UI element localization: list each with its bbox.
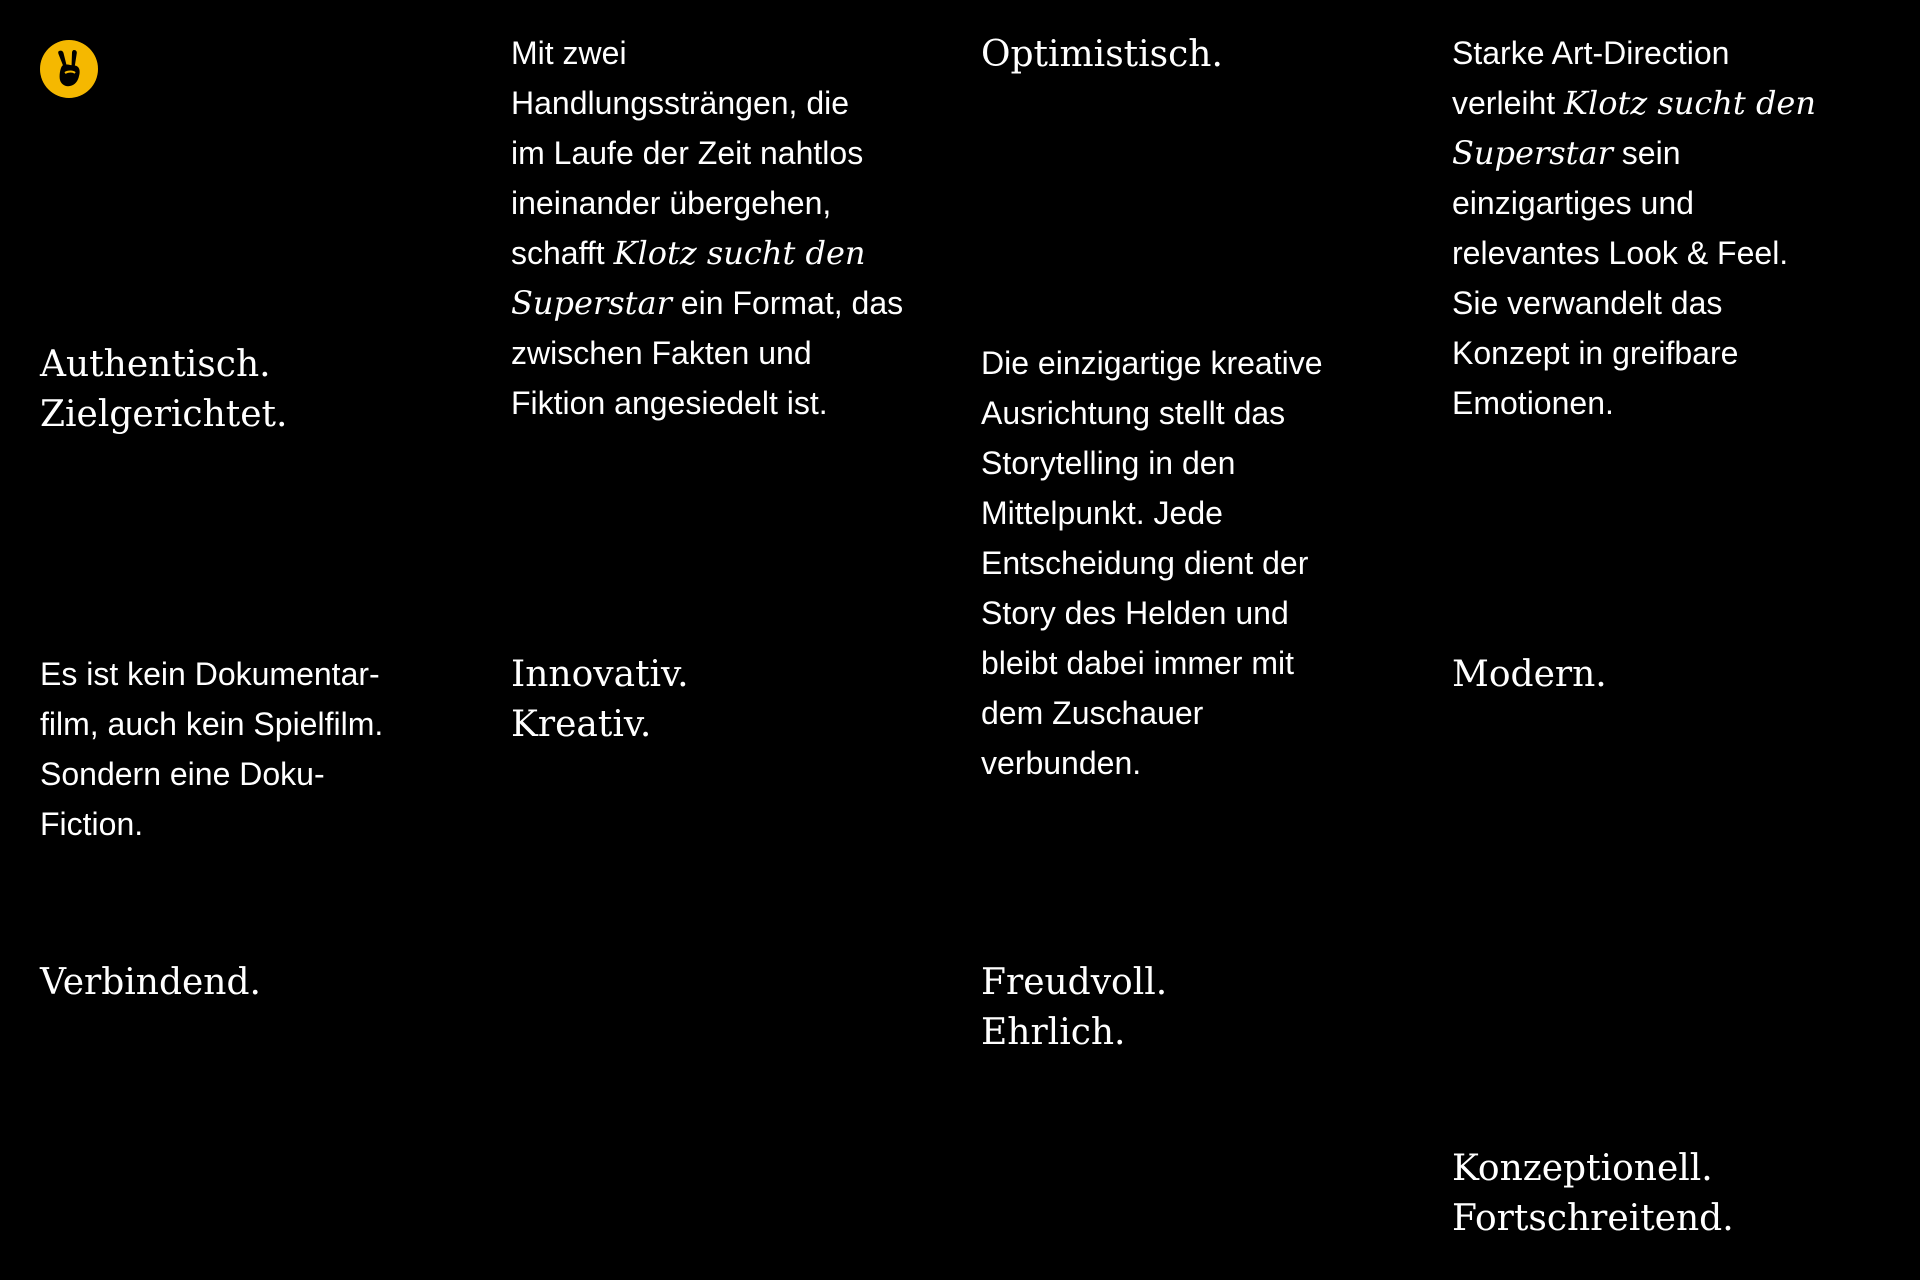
col4-headline2-line: Fortschreitend. <box>1452 1198 1734 1239</box>
col4-body-line: Emotionen. <box>1452 385 1614 421</box>
col1-headline2 <box>40 958 261 1008</box>
col4-title-italic: Klotz sucht den <box>1564 84 1816 122</box>
peace-hand-icon <box>40 40 98 98</box>
col2-body-line: ineinander übergehen, <box>511 185 832 221</box>
col4-body-text: sein <box>1612 135 1681 171</box>
col4-body-line <box>1452 78 1816 128</box>
col3-body-line: bleibt dabei immer mit <box>981 645 1294 681</box>
col2-body <box>511 28 903 428</box>
col4-body-line: Konzept in greifbare <box>1452 335 1739 371</box>
col2-body-line: im Laufe der Zeit nahtlos <box>511 135 864 171</box>
col2-body-line: Mit zwei <box>511 35 627 71</box>
col4-headline <box>1452 650 1607 700</box>
col1-headline-line: Authentisch. <box>40 344 271 385</box>
col1-body-line: Sondern eine Doku- <box>40 756 325 792</box>
col3-headline2-line: Freudvoll. <box>981 962 1168 1003</box>
col2-body-line: Fiktion angesiedelt ist. <box>511 385 828 421</box>
col3-body-line: Die einzigartige kreative <box>981 345 1323 381</box>
col4-body-text: verleiht <box>1452 85 1565 121</box>
col2-title-italic: Klotz sucht den <box>613 234 866 272</box>
col3-headline-line: Optimistisch. <box>981 34 1223 75</box>
col2-body-line: zwischen Fakten und <box>511 335 812 371</box>
col4-body-line: Starke Art-Direction <box>1452 35 1730 71</box>
col1-body-line: film, auch kein Spielfilm. <box>40 706 384 742</box>
col3-body-line: Mittelpunkt. Jede <box>981 495 1223 531</box>
col4-body-line: einzigartiges und <box>1452 185 1694 221</box>
col3-body-line: Story des Helden und <box>981 595 1289 631</box>
col1-headline-line: Zielgerichtet. <box>40 394 288 435</box>
col2-title-italic: Superstar <box>511 284 672 322</box>
col2-body-text: schafft <box>511 235 614 271</box>
col2-body-text: ein Format, das <box>671 285 904 321</box>
col3-body-line: Entscheidung dient der <box>981 545 1309 581</box>
col4-body <box>1452 28 1816 428</box>
col2-body-line <box>511 228 903 278</box>
col4-headline2 <box>1452 1144 1734 1244</box>
col1-headline2-line: Verbindend. <box>40 962 261 1003</box>
col2-headline <box>511 650 689 750</box>
col4-body-line: Sie verwandelt das <box>1452 285 1723 321</box>
col1-headline <box>40 340 287 440</box>
col3-body-line: Storytelling in den <box>981 445 1236 481</box>
col2-body-line <box>511 278 903 328</box>
col1-body-line: Fiction. <box>40 806 144 842</box>
col3-headline2 <box>981 958 1167 1058</box>
col3-body <box>981 338 1323 788</box>
col2-body-line: Handlungssträngen, die <box>511 85 850 121</box>
col2-headline-line: Innovativ. <box>511 654 689 695</box>
col2-headline-line: Kreativ. <box>511 704 652 745</box>
col3-headline2-line: Ehrlich. <box>981 1012 1126 1053</box>
col4-body-line <box>1452 128 1816 178</box>
col3-body-line: verbunden. <box>981 745 1142 781</box>
col3-body-line: Ausrichtung stellt das <box>981 395 1286 431</box>
col3-headline <box>981 30 1223 80</box>
col1-body <box>40 649 383 849</box>
col4-body-line: relevantes Look & Feel. <box>1452 235 1789 271</box>
col4-headline-line: Modern. <box>1452 654 1607 695</box>
col3-body-line: dem Zuschauer <box>981 695 1204 731</box>
col1-body-line: Es ist kein Dokumentar- <box>40 656 380 692</box>
col4-title-italic: Superstar <box>1452 134 1613 172</box>
col4-headline2-line: Konzeptionell. <box>1452 1148 1713 1189</box>
